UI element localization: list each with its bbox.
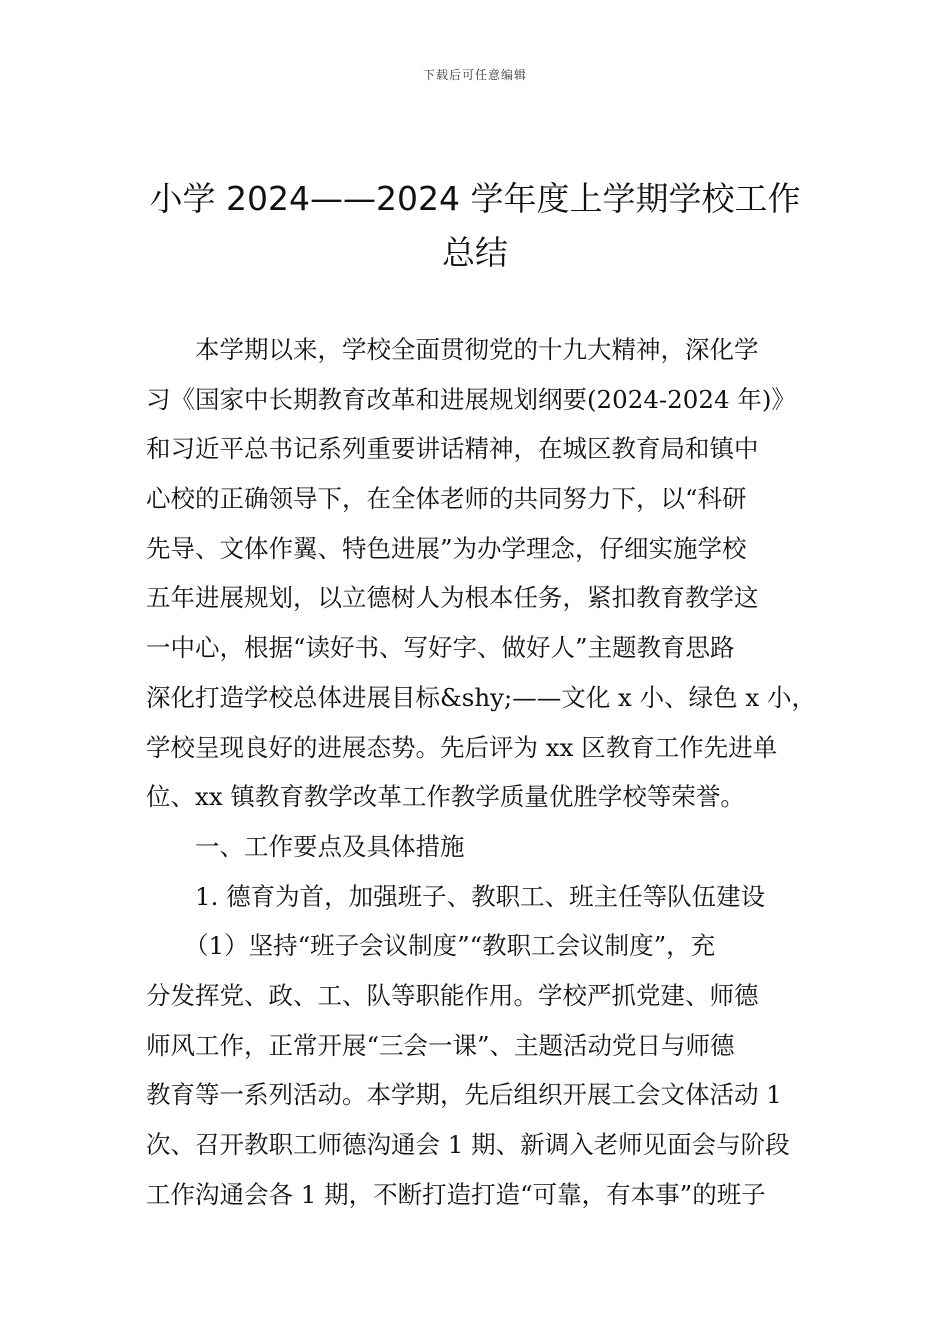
paragraph-line: 先导、文体作翼、特色进展”为办学理念，仔细实施学校 [146, 533, 747, 563]
paragraph-line: 本学期以来，学校全面贯彻党的十九大精神，深化学 [195, 335, 759, 364]
paragraph-line: 分发挥党、政、工、队等职能作用。学校严抓党建、师德 [146, 980, 759, 1010]
paragraph-line: （1）坚持“班子会议制度”“教职工会议制度”，充 [184, 931, 716, 961]
paragraph-line: 深化打造学校总体进展目标&shy;——文化 x 小、绿色 x 小， [146, 682, 817, 712]
paragraph-line: 一中心，根据“读好书、写好字、做好人”主题教育思路 [146, 633, 735, 663]
paragraph-line: 工作沟通会各 1 期，不断打造打造“可靠，有本事”的班子 [146, 1179, 766, 1209]
header-note: 下载后可任意编辑 [422, 68, 527, 82]
paragraph-line: 心校的正确领导下，在全体老师的共同努力下，以“科研 [146, 484, 747, 514]
document-title [120, 172, 830, 280]
paragraph-line: 教育等一系列活动。本学期，先后组织开展工会文体活动 1 [146, 1080, 782, 1110]
title-line-1: 小学 2024——2024 学年度上学期学校工作 [149, 179, 801, 218]
paragraph-line: 次、召开教职工师德沟通会 1 期、新调入老师见面会与阶段 [146, 1130, 790, 1159]
paragraph-line: 师风工作，正常开展“三会一课”、主题活动党日与师德 [146, 1030, 735, 1060]
paragraph-line: 五年进展规划，以立德树人为根本任务，紧扣教育教学这 [146, 583, 759, 613]
paragraph-line: 和习近平总书记系列重要讲话精神，在城区教育局和镇中 [146, 434, 759, 464]
paragraph-line: 学校呈现良好的进展态势。先后评为 xx 区教育工作先进单 [146, 732, 778, 762]
document-body [146, 325, 816, 1219]
title-line-2: 总结 [442, 233, 508, 272]
section-heading: 一、工作要点及具体措施 [195, 831, 465, 861]
subsection-heading: 1. 德育为首，加强班子、教职工、班主任等队伍建设 [195, 881, 766, 911]
paragraph-line: 位、xx 镇教育教学改革工作教学质量优胜学校等荣誉。 [146, 782, 745, 812]
paragraph-line: 习《国家中长期教育改革和进展规划纲要(2024-2024 年)》 [146, 384, 796, 414]
